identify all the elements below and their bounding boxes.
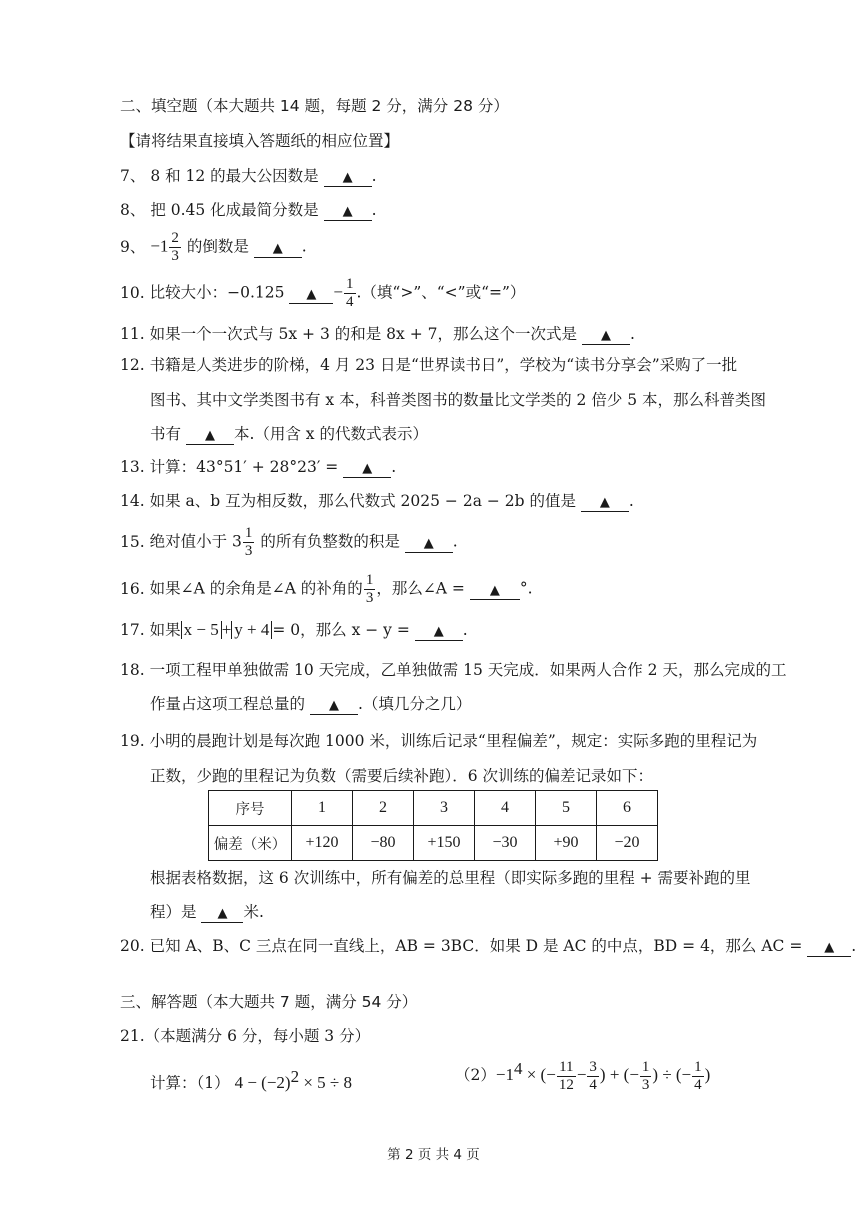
question-number: 20. xyxy=(120,937,145,955)
question-number: 8、 xyxy=(120,201,146,219)
absolute-value: y + 4 xyxy=(231,621,272,639)
question-end: . xyxy=(628,492,634,510)
question-18-line-2 xyxy=(150,693,471,715)
fraction xyxy=(587,1059,599,1094)
fraction-numerator: 1 xyxy=(641,1058,650,1075)
question-end: . xyxy=(391,458,397,476)
question-text: 作量占这项工程总量的 xyxy=(150,695,306,713)
fraction xyxy=(364,572,376,607)
fraction-denominator: 12 xyxy=(558,1076,574,1093)
fraction-numerator: 1 xyxy=(694,1058,702,1075)
question-text-tail: .（填“>”、“<”或“=”） xyxy=(356,283,526,302)
question-number: 18. xyxy=(120,661,145,679)
answer-blank xyxy=(581,493,629,512)
question-end: . xyxy=(371,167,377,185)
table-cell: +150 xyxy=(414,826,475,861)
exponent: 4 xyxy=(513,1059,523,1078)
question-19-line-4 xyxy=(150,901,264,923)
question-text: 已知 A、B、C 三点在同一直线上，AB = 3BC．如果 D 是 AC 的中点，BD = 4，那么 AC = xyxy=(149,937,803,955)
question-19-line-2: 正数，少跑的里程记为负数（需要后续补跑）．6 次训练的偏差记录如下： xyxy=(150,767,654,785)
blank-marker: ▲ xyxy=(433,624,444,639)
table-row xyxy=(209,791,658,826)
question-12-line-1 xyxy=(120,354,737,376)
math-expression: − xyxy=(576,1065,587,1085)
section-title: 二、填空题（本大题共 14 题，每题 2 分，满分 28 分） xyxy=(120,97,509,115)
answer-blank xyxy=(254,239,302,258)
question-19-line-3: 根据表格数据，这 6 次训练中，所有偏差的总里程（即实际多跑的里程 + 需要补跑的里 xyxy=(150,869,751,887)
fraction-numerator: 1 xyxy=(244,525,253,541)
question-11 xyxy=(120,323,635,345)
question-number: 9、 xyxy=(120,237,146,256)
question-text: 绝对值小于 3 xyxy=(149,532,242,551)
fraction-numerator: 2 xyxy=(171,230,179,246)
table-cell: −80 xyxy=(353,826,414,861)
math-expression: ) ÷ (− xyxy=(652,1065,692,1085)
question-number: 16. xyxy=(120,579,145,598)
question-8 xyxy=(120,199,377,221)
question-text: 8 和 12 的最大公因数是 xyxy=(150,167,319,185)
question-end: . xyxy=(301,237,307,256)
fraction-numerator: 11 xyxy=(559,1058,574,1075)
question-text-tail: 本.（用含 x 的代数式表示） xyxy=(233,425,428,443)
question-text: 如果 xyxy=(149,621,181,639)
question-text: 书籍是人类进步的阶梯，4 月 23 日是“世界读书日”，学校为“读书分享会”采购了一批 xyxy=(149,356,738,374)
question-17 xyxy=(120,619,468,641)
question-text: 小明的晨跑计划是每次跑 1000 米，训练后记录“里程偏差”，规定：实际多跑的里程记为 xyxy=(149,732,758,750)
math-expression: × 5 ÷ 8 xyxy=(299,1073,352,1093)
question-number: 11. xyxy=(120,325,145,343)
answer-blank xyxy=(582,326,630,345)
page-footer: 第 2 页 共 4 页 xyxy=(387,1147,480,1163)
fraction-denominator: 4 xyxy=(694,1076,702,1093)
answer-blank xyxy=(405,534,453,553)
question-21-header: 21.（本题满分 6 分，每小题 3 分） xyxy=(120,1027,371,1045)
plus-sign: + xyxy=(221,620,232,639)
question-end: . xyxy=(371,201,377,219)
answer-blank xyxy=(807,938,851,957)
blank-marker: ▲ xyxy=(824,940,835,955)
question-7 xyxy=(120,165,377,187)
question-number: 13. xyxy=(120,458,145,476)
answer-blank xyxy=(470,581,520,600)
question-text: 程）是 xyxy=(150,903,197,921)
fraction xyxy=(243,525,255,560)
question-20 xyxy=(120,935,856,957)
answer-blank xyxy=(324,168,372,187)
fraction-denominator: 4 xyxy=(589,1076,597,1093)
answer-blank xyxy=(310,696,358,715)
question-19-line-1 xyxy=(120,730,757,752)
blank-marker: ▲ xyxy=(272,240,283,256)
question-18-line-1 xyxy=(120,659,786,681)
table-cell: 5 xyxy=(536,791,597,826)
question-number: 7、 xyxy=(120,167,146,185)
answer-blank xyxy=(289,285,333,304)
math-expression: ) + (− xyxy=(599,1065,639,1085)
part-label: （2） xyxy=(455,1066,496,1085)
fraction-denominator: 3 xyxy=(365,590,374,606)
math-expression: × (− xyxy=(522,1065,556,1085)
fraction-denominator: 3 xyxy=(244,543,253,559)
question-end: . xyxy=(462,621,468,639)
question-text: 比较大小：−0.125 xyxy=(149,283,285,302)
blank-marker: ▲ xyxy=(342,170,353,185)
question-end: . xyxy=(629,325,635,343)
table-cell: −20 xyxy=(597,826,658,861)
fraction-numerator: 1 xyxy=(346,276,354,292)
blank-marker: ▲ xyxy=(599,495,610,510)
blank-marker: ▲ xyxy=(306,286,317,302)
question-text-tail: ，那么∠A = xyxy=(376,579,465,598)
table-header-cell: 偏差（米） xyxy=(209,826,292,861)
question-text: 把 0.45 化成最简分数是 xyxy=(150,201,319,219)
table-cell: 1 xyxy=(292,791,353,826)
section-title: 三、解答题（本大题共 7 题，满分 54 分） xyxy=(120,993,418,1011)
question-9 xyxy=(120,230,307,265)
question-number: 12. xyxy=(120,356,145,374)
question-10 xyxy=(120,276,525,311)
math-expression: 4 − (−2) xyxy=(234,1073,291,1093)
question-text: 书有 xyxy=(150,425,182,443)
fraction xyxy=(344,276,356,311)
answer-blank xyxy=(415,622,463,641)
question-number: 14. xyxy=(120,492,145,510)
table-header-cell: 序号 xyxy=(209,791,292,826)
instruction: 【请将结果直接填入答题纸的相应位置】 xyxy=(120,132,400,150)
question-number: 19. xyxy=(120,732,145,750)
table-cell: 2 xyxy=(353,791,414,826)
blank-marker: ▲ xyxy=(217,906,228,921)
blank-marker: ▲ xyxy=(423,535,434,551)
question-14 xyxy=(120,490,634,512)
math-expression: −1 xyxy=(150,236,169,256)
question-number: 10. xyxy=(120,283,145,302)
answer-blank xyxy=(343,459,391,478)
question-number: 17. xyxy=(120,621,145,639)
blank-marker: ▲ xyxy=(600,328,611,343)
fraction-numerator: 3 xyxy=(589,1058,597,1075)
math-expression: −1 xyxy=(495,1065,514,1085)
question-21-part-1 xyxy=(150,1066,352,1094)
table-cell: 3 xyxy=(414,791,475,826)
question-text: 如果一个一次式与 5x + 3 的和是 8x + 7，那么这个一次式是 xyxy=(149,325,577,343)
question-end: . xyxy=(452,532,458,551)
question-text: 的倒数是 xyxy=(181,237,249,256)
calc-label: 计算： xyxy=(150,1074,197,1093)
question-13 xyxy=(120,456,396,478)
question-text: 如果 a、b 互为相反数，那么代数式 2025 − 2a − 2b 的值是 xyxy=(149,492,576,510)
question-number: 15. xyxy=(120,532,145,551)
question-text-tail: 米. xyxy=(243,903,264,921)
answer-blank xyxy=(324,202,372,221)
question-text-tail: = 0，那么 x − y = xyxy=(272,621,410,639)
question-16 xyxy=(120,572,533,607)
blank-marker: ▲ xyxy=(342,204,353,219)
fraction-numerator: 1 xyxy=(365,572,374,588)
fraction xyxy=(692,1059,704,1094)
question-text: 一项工程甲单独做需 10 天完成，乙单独做需 15 天完成．如果两人合作 2 天，那么完成的工 xyxy=(149,661,787,679)
fraction-denominator: 3 xyxy=(641,1076,650,1093)
deviation-table xyxy=(208,790,658,861)
question-text-tail: 的所有负整数的积是 xyxy=(255,532,400,551)
question-text-tail: .（填几分之几） xyxy=(357,695,472,713)
exponent: 2 xyxy=(290,1067,300,1086)
question-end: . xyxy=(851,937,857,955)
fraction xyxy=(557,1059,576,1094)
part-label: （1） xyxy=(196,1074,230,1093)
fraction xyxy=(169,230,181,265)
question-15 xyxy=(120,525,458,560)
table-cell: −30 xyxy=(475,826,536,861)
blank-marker: ▲ xyxy=(489,582,500,598)
table-cell: 6 xyxy=(597,791,658,826)
fraction xyxy=(640,1059,652,1094)
table-row xyxy=(209,826,658,861)
minus-sign: − xyxy=(333,282,343,302)
blank-marker: ▲ xyxy=(362,461,373,476)
question-text: 如果∠A 的余角是∠A 的补角的 xyxy=(149,579,363,598)
math-expression: ) xyxy=(704,1065,711,1085)
blank-marker: ▲ xyxy=(204,428,215,443)
answer-blank xyxy=(201,904,243,923)
question-end: °. xyxy=(519,579,533,598)
blank-marker: ▲ xyxy=(328,698,339,713)
question-12-line-2: 图书、其中文学类图书有 x 本，科普类图书的数量比文学类的 2 倍少 5 本，那么科普类图 xyxy=(150,391,767,409)
table-cell: 4 xyxy=(475,791,536,826)
table-cell: +90 xyxy=(536,826,597,861)
fraction-denominator: 4 xyxy=(346,294,354,310)
absolute-value: x − 5 xyxy=(181,621,222,639)
question-text: 计算：43°51′ + 28°23′ = xyxy=(149,458,339,476)
fraction-denominator: 3 xyxy=(171,248,179,264)
answer-blank xyxy=(186,426,234,445)
question-12-line-3 xyxy=(150,423,428,445)
question-21-part-2 xyxy=(455,1058,710,1094)
table-cell: +120 xyxy=(292,826,353,861)
